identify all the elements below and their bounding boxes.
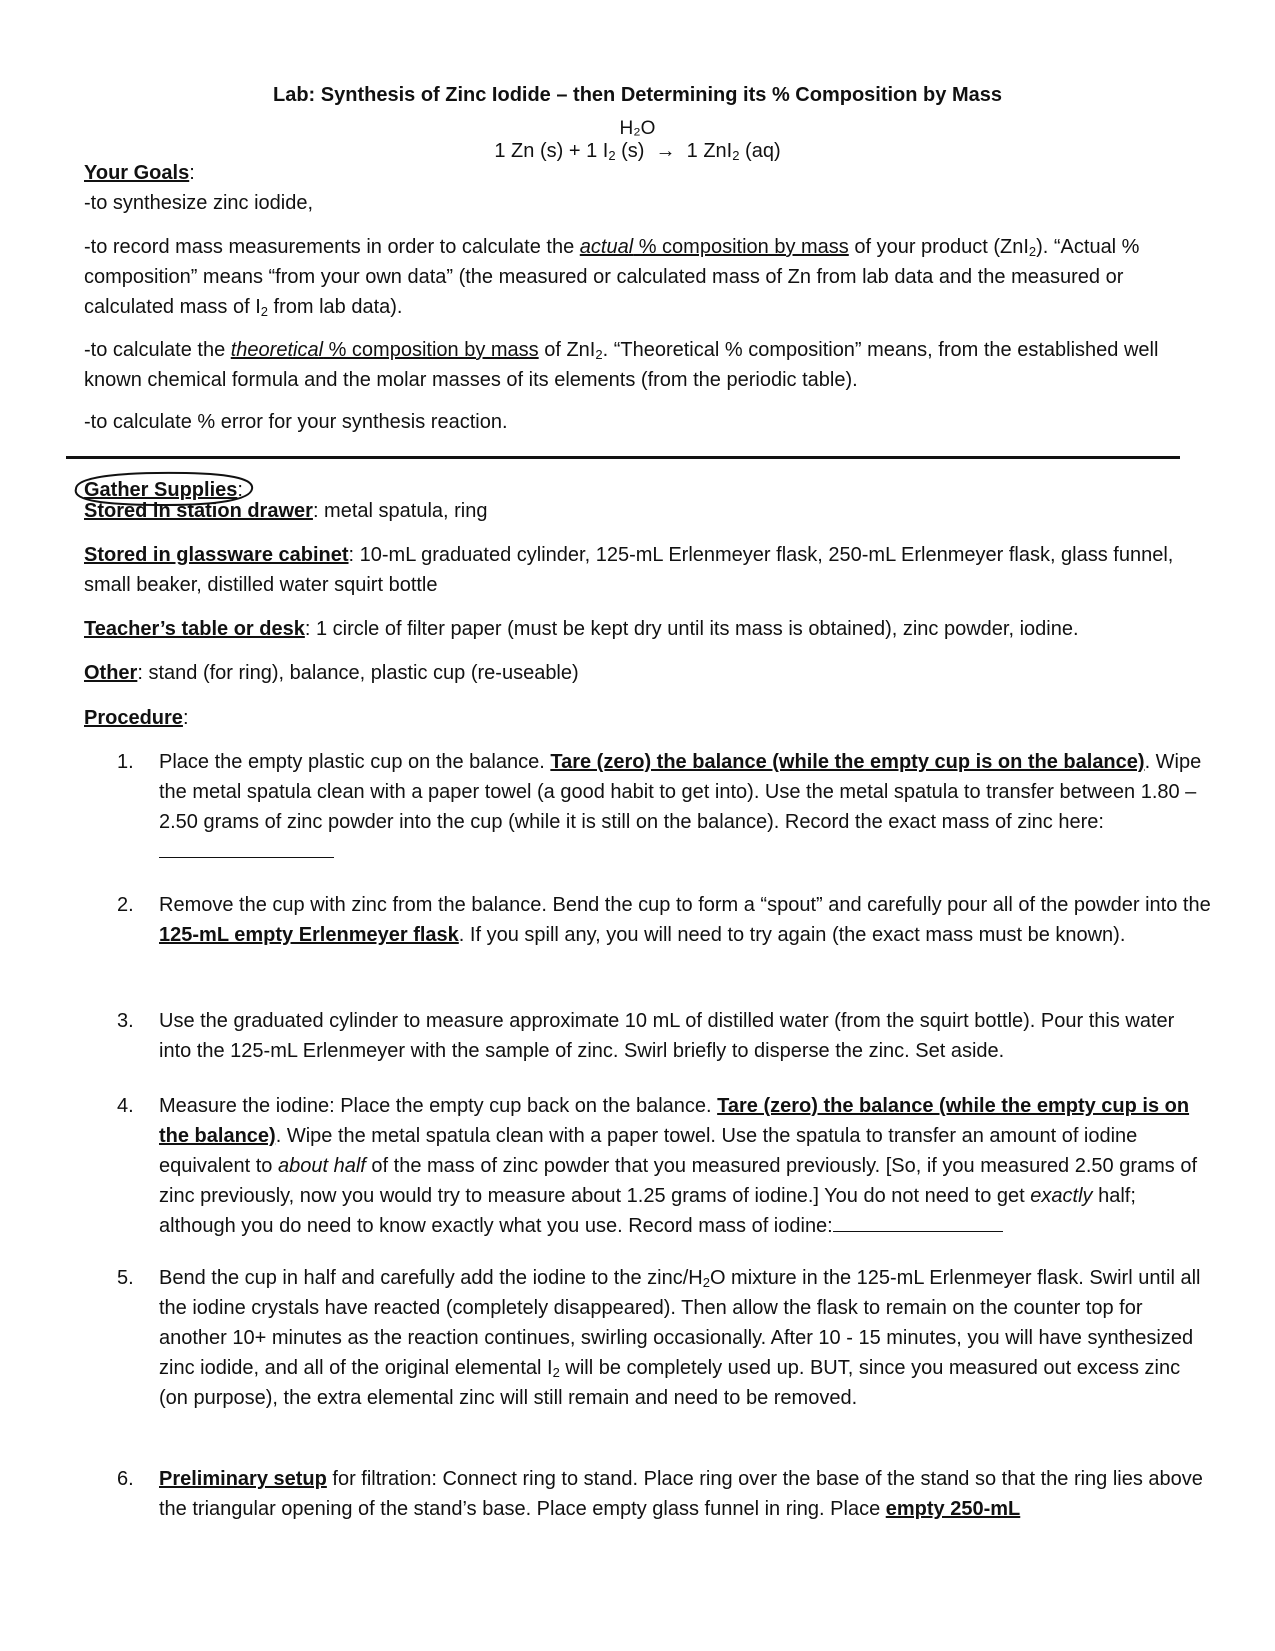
procedure-step-4: 4. Measure the iodine: Place the empty cup back on the balance. Tare (zero) the balance (while the empty cup is on the balance). Wipe the metal spatula clean with a paper towel. Use the spatula to transfer an amount of iodine equivalent to about half of the mass of zinc powder that you measured previously. [So, if you measured 2.50 grams of zinc previously, now you would try to measure about 1.25 grams of iodine.] You do not need to get exactly half; although you do need to know exactly what you use. Record mass of iodine: [117, 1095, 1197, 1237]
supplies-drawer: Stored in station drawer: metal spatula, ring [84, 500, 488, 522]
goal-theoretical-composition: -to calculate the theoretical % composition by mass of ZnI$_2$. “Theoretical % composition” means, from the established well known chemical formula and the molar masses of its elements (from the periodic table). [84, 339, 1159, 391]
procedure-step-1: 1. Place the empty plastic cup on the balance. Tare (zero) the balance (while the empty cup is on the balance). Wipe the metal spatula clean with a paper towel (a good habit to get into). Use the metal spatula to transfer between 1.80 – 2.50 grams of zinc powder into the cup (while it is still on the balance). Record the exact mass of zinc here: [117, 747, 1212, 867]
procedure-step-6: 6. Preliminary setup for filtration: Connect ring to stand. Place ring over the base of the stand so that the ring lies above the triangular opening of the stand’s base. Place empty glass funnel in ring. Place empty 250-mL [117, 1468, 1203, 1520]
goals-heading: Your Goals: [84, 162, 195, 184]
page-title: Lab: Synthesis of Zinc Iodide – then Determining its % Composition by Mass [273, 84, 1002, 106]
reaction-equation: 1 Zn (s) + 1 $I_2$ (s) → 1 ZnI$_2$ (aq) [494, 140, 781, 163]
zinc-mass-blank[interactable] [159, 839, 334, 858]
section-divider [66, 456, 1180, 459]
goal-synthesize: -to synthesize zinc iodide, [84, 192, 314, 214]
iodine-mass-blank[interactable] [833, 1213, 1003, 1232]
goal-percent-error: -to calculate % error for your synthesis reaction. [84, 411, 508, 433]
procedure-step-3: 3. Use the graduated cylinder to measure approximate 10 mL of distilled water (from the squirt bottle). Pour this water into the 125-mL Erlenmeyer with the sample of zinc. Swirl briefly to disperse the zinc. Set aside. [117, 1010, 1175, 1062]
procedure-step-2: 2. Remove the cup with zinc from the balance. Bend the cup to form a “spout” and carefully pour all of the powder into the 125-mL empty Erlenmeyer flask. If you spill any, you will need to try again (the exact mass must be known). [117, 894, 1211, 946]
equation-solvent: H₂O [619, 118, 656, 139]
goal-actual-composition: -to record mass measurements in order to calculate the actual % composition by mass of your product (ZnI$_2$). “Actual % composition” means “from your own data” (the measured or calculated mass of Zn from lab data and the measured or calculated mass of $I_2$ from lab data). [84, 236, 1140, 319]
supplies-heading: Gather Supplies: [84, 479, 243, 501]
supplies-cabinet: Stored in glassware cabinet: 10-mL graduated cylinder, 125-mL Erlenmeyer flask, 250-mL Erlenmeyer flask, glass funnel, small beaker, distilled water squirt bottle [84, 544, 1174, 596]
arrow-icon: → [655, 140, 676, 162]
supplies-other: Other: stand (for ring), balance, plastic cup (re-useable) [84, 662, 579, 684]
procedure-step-5: 5. Bend the cup in half and carefully add the iodine to the zinc/$H_2O$ mixture in the 125-mL Erlenmeyer flask. Swirl until all the iodine crystals have reacted (completely disappeared). Then allow the flask to remain on the counter top for another 10+ minutes as the reaction continues, swirling occasionally. After 10 - 15 minutes, you will have synthesized zinc iodide, and all of the original elemental $I_2$ will be completely used up. BUT, since you measured out excess zinc (on purpose), the extra elemental zinc will still remain and need to be removed. [117, 1267, 1201, 1409]
supplies-teacher-table: Teacher’s table or desk: 1 circle of filter paper (must be kept dry until its mass is obtained), zinc powder, iodine. [84, 618, 1079, 640]
procedure-heading: Procedure: [84, 707, 189, 729]
